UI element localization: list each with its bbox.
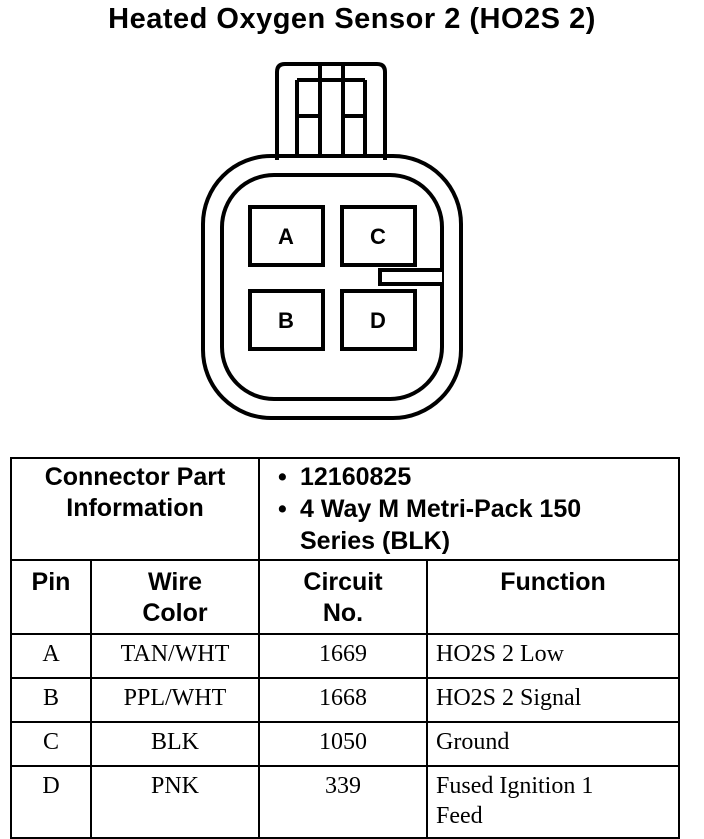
pin-label-c: C <box>370 224 386 249</box>
header-function <box>427 560 679 634</box>
part-info-label-line2: Information <box>66 494 204 522</box>
connector-body-outer <box>203 156 461 418</box>
cell-function: HO2S 2 Signal <box>427 678 679 722</box>
bullet-icon: • <box>278 463 287 491</box>
part-number-line <box>278 461 678 493</box>
cell-function: HO2S 2 Low <box>427 634 679 678</box>
connector-series-line <box>300 525 678 557</box>
cell-function: Ground <box>427 722 679 766</box>
connector-info-table <box>10 457 680 839</box>
cell-function <box>427 766 679 838</box>
part-info-label-cell <box>11 458 259 560</box>
connector-type: 4 Way M Metri-Pack 150 <box>300 495 582 523</box>
page-title: Heated Oxygen Sensor 2 (HO2S 2) <box>108 3 596 35</box>
table-row <box>11 678 679 722</box>
cell-wire-color: BLK <box>91 722 259 766</box>
header-wire-color <box>91 560 259 634</box>
cell-circuit: 1669 <box>259 634 427 678</box>
pin-label-b: B <box>278 308 294 333</box>
part-info-value-cell <box>259 458 679 560</box>
table-row <box>11 766 679 838</box>
connector-type-line <box>278 493 678 525</box>
header-circuit-line1: Circuit <box>303 568 383 596</box>
header-function-label: Function <box>500 568 606 596</box>
cell-function-line2: Feed <box>436 803 483 829</box>
connector-series: Series (BLK) <box>300 527 451 555</box>
cell-pin: D <box>11 766 91 838</box>
part-number: 12160825 <box>300 463 412 491</box>
cell-function-line1: Fused Ignition 1 <box>436 773 594 799</box>
header-wire-color-line1: Wire <box>148 568 202 596</box>
header-wire-color-line2: Color <box>142 599 208 627</box>
cell-wire-color: PPL/WHT <box>91 678 259 722</box>
header-circuit-line2: No. <box>322 599 364 627</box>
part-info-row <box>11 458 679 560</box>
pin-label-d: D <box>370 308 386 333</box>
table-row <box>11 722 679 766</box>
header-circuit <box>259 560 427 634</box>
bullet-icon: • <box>278 495 287 523</box>
cell-pin: C <box>11 722 91 766</box>
cell-pin: B <box>11 678 91 722</box>
table-row <box>11 634 679 678</box>
cell-wire-color: PNK <box>91 766 259 838</box>
connector-key-slot <box>380 270 442 284</box>
pin-label-a: A <box>278 224 294 249</box>
header-pin <box>11 560 91 634</box>
connector-latch <box>277 64 385 160</box>
cell-circuit: 339 <box>259 766 427 838</box>
column-header-row <box>11 560 679 634</box>
cell-circuit: 1668 <box>259 678 427 722</box>
header-pin-label: Pin <box>31 568 71 596</box>
cell-circuit: 1050 <box>259 722 427 766</box>
part-info-label-line1: Connector Part <box>44 463 226 491</box>
cell-wire-color: TAN/WHT <box>91 634 259 678</box>
cell-pin: A <box>11 634 91 678</box>
